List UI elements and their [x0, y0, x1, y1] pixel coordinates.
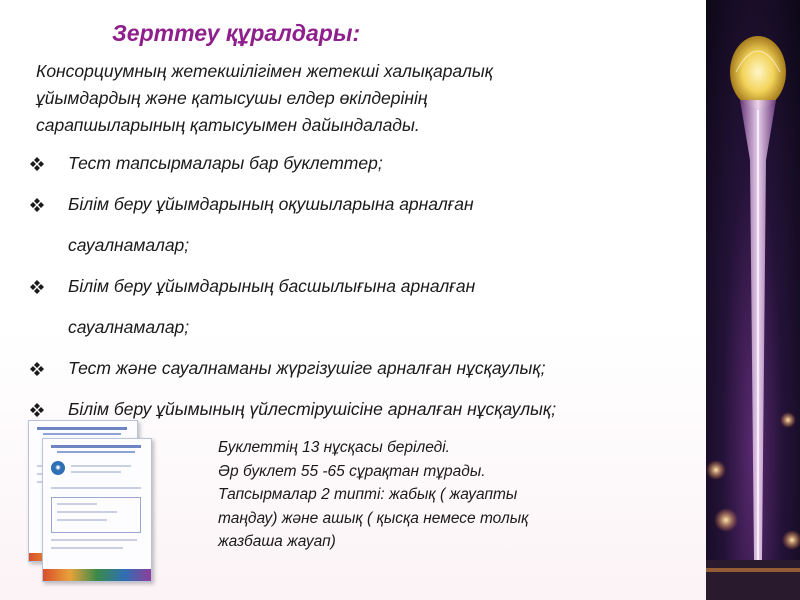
- list-item-text: сауалнамалар;: [68, 235, 190, 255]
- list-item-text: сауалнамалар;: [68, 317, 190, 337]
- tower-photo: [706, 0, 800, 600]
- intro-line: ұйымдардың және қатысушы елдер өкілдерінің: [36, 88, 428, 108]
- list-item-text: Білім беру ұйымының үйлестірушісіне арналған нұсқаулық;: [68, 399, 557, 419]
- diamond-bullet-icon: [30, 362, 44, 376]
- diamond-bullet-icon: [30, 198, 44, 212]
- info-line: Әр буклет 55 -65 сұрақтан тұрады.: [218, 462, 486, 480]
- info-line: Тапсырмалар 2 типті: жабық ( жауапты: [218, 486, 518, 503]
- booklet-documents-icon: [22, 420, 162, 580]
- intro-line: сарапшыларының қатысуымен дайындалады.: [36, 115, 420, 135]
- intro-paragraph: [36, 58, 676, 139]
- diamond-bullet-icon: [30, 403, 44, 417]
- slide-title: Зерттеу құралдары:: [112, 20, 361, 46]
- list-item: [30, 184, 710, 266]
- list-item-text: Тест тапсырмалары бар буклеттер;: [68, 153, 383, 173]
- list-item: [30, 266, 710, 348]
- booklet-page-front: [42, 438, 152, 582]
- booklet-info-text: [218, 436, 638, 554]
- info-line: Буклеттің 13 нұсқасы беріледі.: [218, 439, 450, 456]
- list-item: [30, 143, 710, 184]
- info-line: таңдау) және ашық ( қысқа немесе толық: [218, 509, 529, 527]
- list-item: [30, 348, 710, 389]
- intro-line: Консорциумның жетекшілігімен жетекші халықаралық: [36, 61, 493, 81]
- list-item-text: Білім беру ұйымдарының оқушыларына арналған: [68, 194, 474, 214]
- oecd-logo-icon: ◉: [51, 461, 65, 475]
- instruments-list: [30, 143, 710, 430]
- info-line: жазбаша жауап): [218, 533, 336, 550]
- list-item-text: Білім беру ұйымдарының басшылығына арналған: [68, 276, 476, 296]
- diamond-bullet-icon: [30, 157, 44, 171]
- diamond-bullet-icon: [30, 280, 44, 294]
- list-item-text: Тест және сауалнаманы жүргізушіге арналған нұсқаулық;: [68, 358, 546, 378]
